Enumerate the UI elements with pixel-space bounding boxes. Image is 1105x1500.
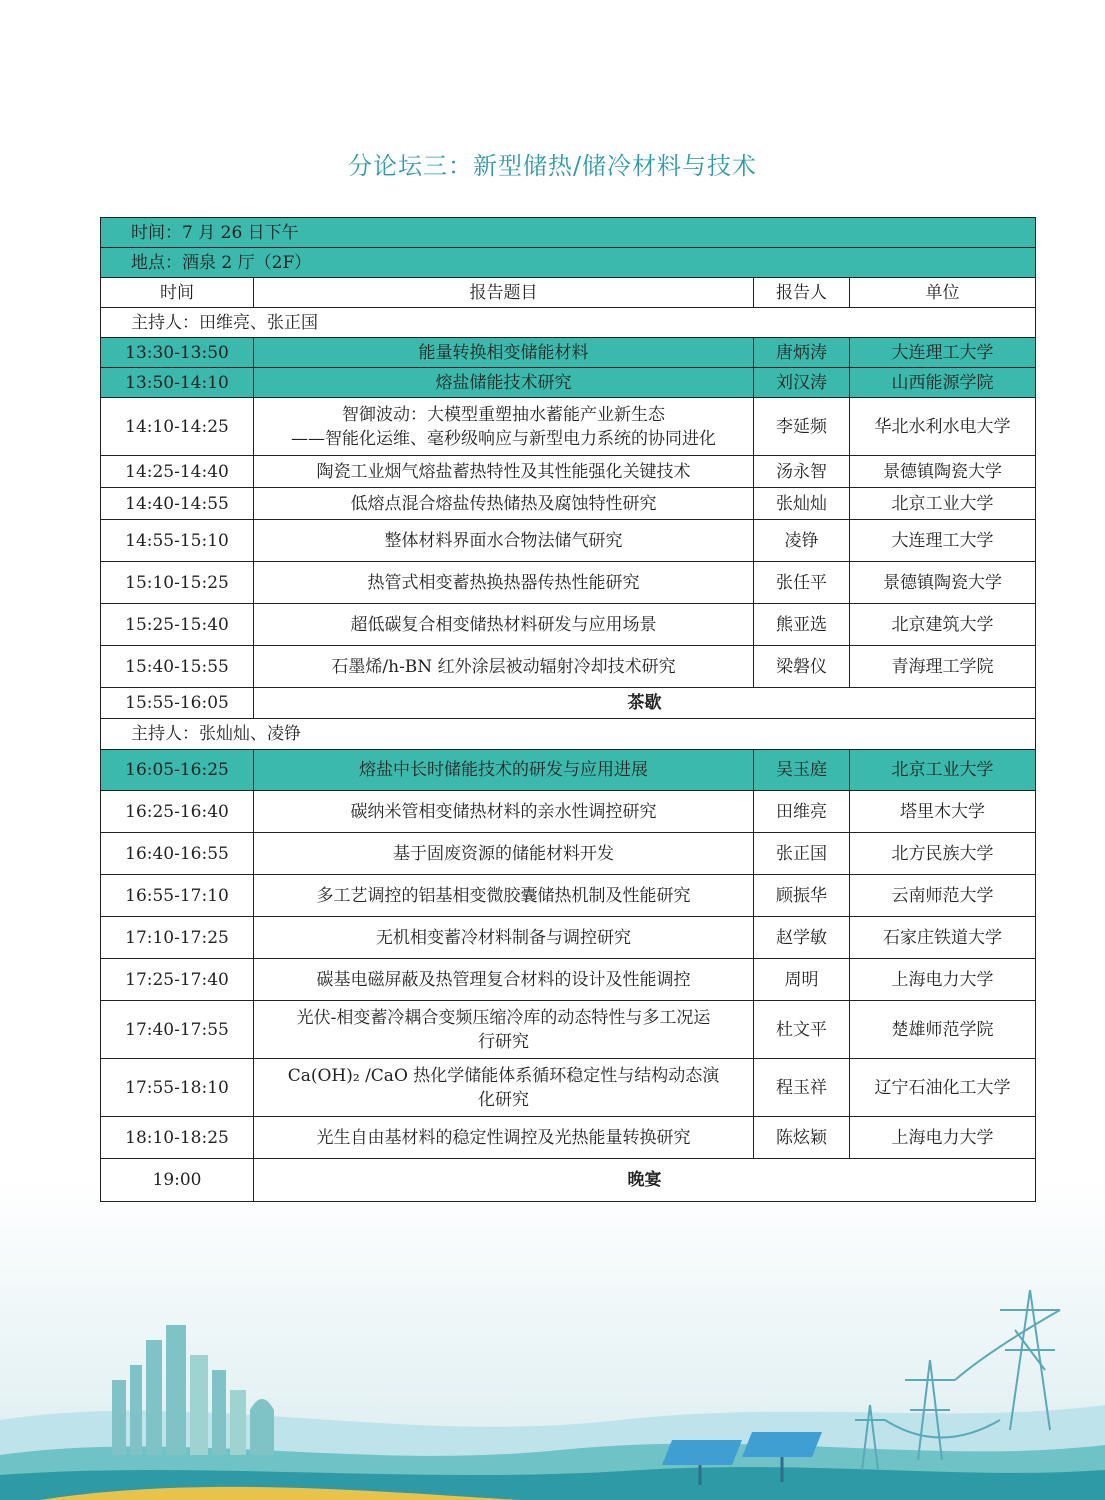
row-time: 15:25-15:40	[101, 604, 254, 646]
row-unit: 云南师范大学	[850, 875, 1036, 917]
header-time: 时间	[101, 278, 254, 308]
row-unit: 辽宁石油化工大学	[850, 1059, 1036, 1117]
row-unit: 华北水利水电大学	[850, 398, 1036, 456]
host-label: 主持人：田维亮、张正国	[101, 308, 1036, 338]
row-speaker: 张灿灿	[754, 488, 850, 520]
schedule-table	[100, 217, 1036, 1202]
row-unit: 山西能源学院	[850, 368, 1036, 398]
row-speaker: 周明	[754, 959, 850, 1001]
row-topic: 多工艺调控的铝基相变微胶囊储热机制及性能研究	[254, 875, 754, 917]
row-speaker: 张任平	[754, 562, 850, 604]
row-topic: 熔盐中长时储能技术的研发与应用进展	[254, 750, 754, 791]
row-topic	[254, 398, 754, 456]
table-row	[101, 488, 1036, 520]
table-row	[101, 791, 1036, 833]
break-label: 茶歇	[254, 688, 1036, 719]
row-topic: 低熔点混合熔盐传热储热及腐蚀特性研究	[254, 488, 754, 520]
row-topic: 能量转换相变储能材料	[254, 338, 754, 368]
table-row	[101, 1117, 1036, 1159]
row-time: 15:40-15:55	[101, 646, 254, 688]
row-topic: 无机相变蓄冷材料制备与调控研究	[254, 917, 754, 959]
row-time: 16:25-16:40	[101, 791, 254, 833]
dinner-row	[101, 1159, 1036, 1202]
row-speaker: 凌铮	[754, 520, 850, 562]
table-row	[101, 398, 1036, 456]
row-speaker: 杜文平	[754, 1001, 850, 1059]
row-time: 17:40-17:55	[101, 1001, 254, 1059]
row-time: 14:25-14:40	[101, 456, 254, 488]
row-topic: 基于固废资源的储能材料开发	[254, 833, 754, 875]
row-time: 18:10-18:25	[101, 1117, 254, 1159]
header-row	[101, 278, 1036, 308]
row-unit: 北京工业大学	[850, 750, 1036, 791]
host-label: 主持人：张灿灿、凌铮	[101, 719, 1036, 750]
row-unit: 大连理工大学	[850, 520, 1036, 562]
row-unit: 楚雄师范学院	[850, 1001, 1036, 1059]
row-speaker: 顾振华	[754, 875, 850, 917]
table-row	[101, 646, 1036, 688]
header-topic: 报告题目	[254, 278, 754, 308]
time-info: 时间：7 月 26 日下午	[101, 218, 1036, 248]
row-speaker: 程玉祥	[754, 1059, 850, 1117]
row-speaker: 熊亚选	[754, 604, 850, 646]
row-topic	[254, 1059, 754, 1117]
row-topic: 碳纳米管相变储热材料的亲水性调控研究	[254, 791, 754, 833]
row-time: 13:50-14:10	[101, 368, 254, 398]
table-row	[101, 604, 1036, 646]
dinner-time: 19:00	[101, 1159, 254, 1202]
row-time: 14:40-14:55	[101, 488, 254, 520]
table-row	[101, 875, 1036, 917]
row-speaker: 唐炳涛	[754, 338, 850, 368]
row-topic-line2: ——智能化运维、毫秒级响应与新型电力系统的协同进化	[291, 428, 716, 449]
table-row	[101, 368, 1036, 398]
row-time: 14:10-14:25	[101, 398, 254, 456]
row-topic-line1: Ca(OH)₂ /CaO 热化学储能体系循环稳定性与结构动态演	[287, 1065, 720, 1086]
row-unit: 上海电力大学	[850, 1117, 1036, 1159]
break-time: 15:55-16:05	[101, 688, 254, 719]
header-speaker: 报告人	[754, 278, 850, 308]
table-row	[101, 338, 1036, 368]
page-title: 分论坛三：新型储热/储冷材料与技术	[347, 152, 758, 180]
row-unit: 塔里木大学	[850, 791, 1036, 833]
table-row	[101, 1001, 1036, 1059]
row-speaker: 吴玉庭	[754, 750, 850, 791]
table-row	[101, 520, 1036, 562]
row-unit: 石家庄铁道大学	[850, 917, 1036, 959]
header-unit: 单位	[850, 278, 1036, 308]
row-unit: 景德镇陶瓷大学	[850, 456, 1036, 488]
row-topic: 碳基电磁屏蔽及热管理复合材料的设计及性能调控	[254, 959, 754, 1001]
row-unit: 大连理工大学	[850, 338, 1036, 368]
row-speaker: 田维亮	[754, 791, 850, 833]
row-time: 16:40-16:55	[101, 833, 254, 875]
row-topic-line2: 化研究	[478, 1089, 529, 1110]
place-info-row	[101, 248, 1036, 278]
row-time: 17:10-17:25	[101, 917, 254, 959]
time-info-row	[101, 218, 1036, 248]
row-topic	[254, 1001, 754, 1059]
row-speaker: 梁磐仪	[754, 646, 850, 688]
row-time: 14:55-15:10	[101, 520, 254, 562]
host-row	[101, 308, 1036, 338]
place-info: 地点：酒泉 2 厅（2F）	[101, 248, 1036, 278]
row-unit: 景德镇陶瓷大学	[850, 562, 1036, 604]
row-topic: 陶瓷工业烟气熔盐蓄热特性及其性能强化关键技术	[254, 456, 754, 488]
footer-illustration	[0, 1270, 1105, 1500]
table-row	[101, 833, 1036, 875]
row-unit: 青海理工学院	[850, 646, 1036, 688]
row-unit: 北京建筑大学	[850, 604, 1036, 646]
row-time: 16:05-16:25	[101, 750, 254, 791]
row-speaker: 李延频	[754, 398, 850, 456]
row-topic: 石墨烯/h-BN 红外涂层被动辐射冷却技术研究	[254, 646, 754, 688]
row-topic-line1: 光伏-相变蓄冷耦合变频压缩冷库的动态特性与多工况运	[296, 1007, 711, 1028]
table-row	[101, 959, 1036, 1001]
row-speaker: 张正国	[754, 833, 850, 875]
row-topic: 整体材料界面水合物法储气研究	[254, 520, 754, 562]
row-time: 16:55-17:10	[101, 875, 254, 917]
table-row	[101, 562, 1036, 604]
row-time: 17:25-17:40	[101, 959, 254, 1001]
row-topic-line1: 智御波动：大模型重塑抽水蓄能产业新生态	[342, 404, 665, 425]
row-topic: 热管式相变蓄热换热器传热性能研究	[254, 562, 754, 604]
table-row	[101, 750, 1036, 791]
break-row	[101, 688, 1036, 719]
host-row	[101, 719, 1036, 750]
table-row	[101, 456, 1036, 488]
table-row	[101, 1059, 1036, 1117]
row-time: 17:55-18:10	[101, 1059, 254, 1117]
row-speaker: 陈炫颖	[754, 1117, 850, 1159]
row-unit: 北京工业大学	[850, 488, 1036, 520]
row-unit: 北方民族大学	[850, 833, 1036, 875]
row-topic: 熔盐储能技术研究	[254, 368, 754, 398]
row-topic: 超低碳复合相变储热材料研发与应用场景	[254, 604, 754, 646]
row-time: 15:10-15:25	[101, 562, 254, 604]
row-topic: 光生自由基材料的稳定性调控及光热能量转换研究	[254, 1117, 754, 1159]
dinner-label: 晚宴	[254, 1159, 1036, 1202]
table-row	[101, 917, 1036, 959]
row-speaker: 刘汉涛	[754, 368, 850, 398]
row-speaker: 汤永智	[754, 456, 850, 488]
row-time: 13:30-13:50	[101, 338, 254, 368]
row-unit: 上海电力大学	[850, 959, 1036, 1001]
row-topic-line2: 行研究	[478, 1031, 529, 1052]
row-speaker: 赵学敏	[754, 917, 850, 959]
